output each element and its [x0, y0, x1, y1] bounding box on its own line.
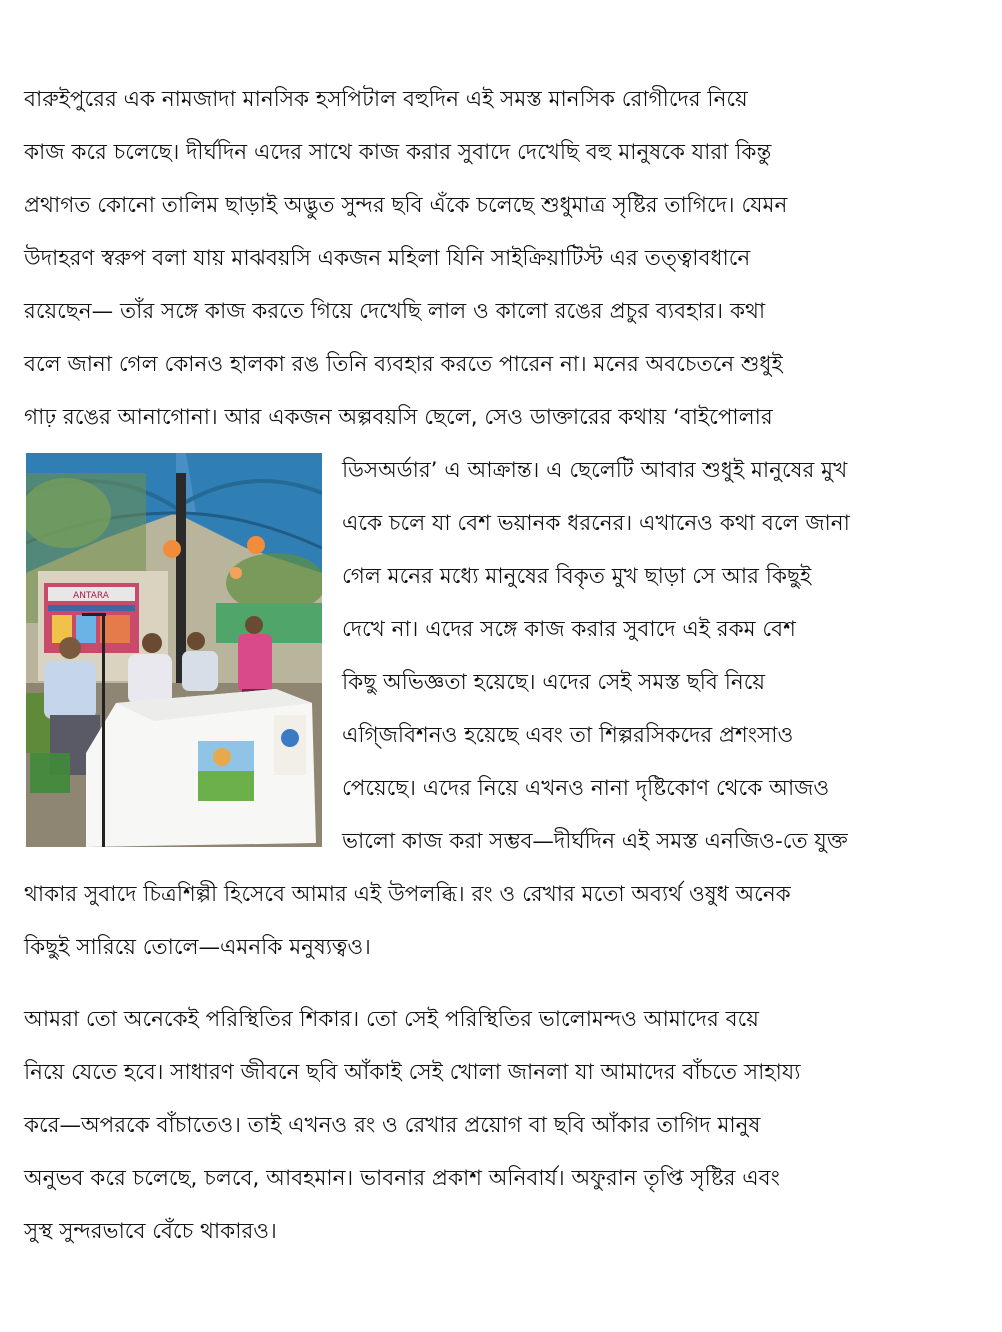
text-line: বলে জানা গেল কোনও হালকা রঙ তিনি ব্যবহার করতে পারেন না। মনের অবচেতনে শুধুই — [24, 352, 783, 377]
text-line: আমরা তো অনেকেই পরিস্থিতির শিকার। তো সেই পরিস্থিতির ভালোমন্দও আমাদের বয়ে — [24, 1007, 759, 1032]
exhibition-photo-illustration — [26, 453, 322, 847]
text-line: কিছু অভিজ্ঞতা হয়েছে। এদের সেই সমস্ত ছবি নিয়ে — [342, 670, 766, 695]
text-line: গাঢ় রঙের আনাগোনা। আর একজন অল্পবয়সি ছেলে, সেও ডাক্তারের কথায় ‘বাইপোলার — [24, 405, 773, 430]
text-line: দেখে না। এদের সঙ্গে কাজ করার সুবাদে এই রকম বেশ — [342, 617, 796, 642]
text-line: এগ্জিবিশনও হয়েছে এবং তা শিল্পরসিকদের প্রশংসাও — [342, 723, 794, 748]
text-line: নিয়ে যেতে হবে। সাধারণ জীবনে ছবি আঁকাই সেই খোলা জানলা যা আমাদের বাঁচতে সাহায্য — [24, 1060, 801, 1085]
text-line: ভালো কাজ করা সম্ভব—দীর্ঘদিন এই সমস্ত এনজিও-তে যুক্ত — [342, 829, 848, 854]
text-line: থাকার সুবাদে চিত্রশিল্পী হিসেবে আমার এই উপলব্ধি। রং ও রেখার মতো অব্যর্থ ওষুধ অনেক — [24, 882, 791, 907]
text-line: কিছুই সারিয়ে তোলে—এমনকি মনুষ্যত্বও। — [24, 935, 371, 960]
text-line: গেল মনের মধ্যে মানুষের বিকৃত মুখ ছাড়া সে আর কিছুই — [342, 564, 812, 589]
photo-banner-text: ANTARA — [73, 591, 109, 601]
text-line: উদাহরণ স্বরুপ বলা যায় মাঝবয়সি একজন মহিলা যিনি সাইক্রিয়াটিস্ট এর তত্ত্বাবধানে — [24, 246, 751, 271]
text-line: অনুভব করে চলেছে, চলবে, আবহমান। ভাবনার প্রকাশ অনিবার্য। অফুরান তৃপ্তি সৃষ্টির এবং — [24, 1166, 780, 1191]
text-line: বারুইপুরের এক নামজাদা মানসিক হসপিটাল বহুদিন এই সমস্ত মানসিক রোগীদের নিয়ে — [24, 87, 748, 112]
text-line: করে—অপরকে বাঁচাতেও। তাই এখনও রং ও রেখার প্রয়োগ বা ছবি আঁকার তাগিদ মানুষ — [24, 1113, 761, 1138]
text-line: কাজ করে চলেছে। দীর্ঘদিন এদের সাথে কাজ করার সুবাদে দেখেছি বহু মানুষকে যারা কিন্তু — [24, 140, 772, 165]
text-line: ডিসঅর্ডার’ এ আক্রান্ত। এ ছেলেটি আবার শুধুই মানুষের মুখ — [342, 458, 848, 483]
exhibition-photo — [26, 453, 322, 847]
text-line: প্রথাগত কোনো তালিম ছাড়াই অদ্ভুত সুন্দর ছবি এঁকে চলেছে শুধুমাত্র সৃষ্টির তাগিদে। যেমন — [24, 193, 788, 218]
text-line: রয়েছেন— তাঁর সঙ্গে কাজ করতে গিয়ে দেখেছি লাল ও কালো রঙের প্রচুর ব্যবহার। কথা — [24, 299, 766, 324]
text-line: সুস্থ সুন্দরভাবে বেঁচে থাকারও। — [24, 1219, 277, 1244]
text-line: পেয়েছে। এদের নিয়ে এখনও নানা দৃষ্টিকোণ থেকে আজও — [342, 776, 830, 801]
text-line: একে চলে যা বেশ ভয়ানক ধরনের। এখানেও কথা বলে জানা — [342, 511, 850, 536]
